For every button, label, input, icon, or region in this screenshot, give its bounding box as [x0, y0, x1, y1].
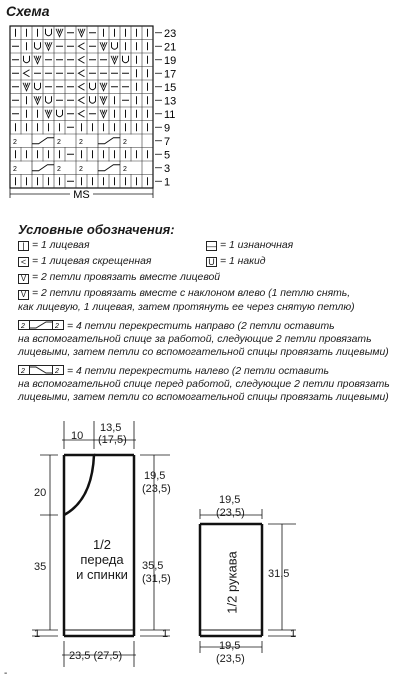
body-piece-label: 1/2 переда и спинки — [76, 537, 128, 582]
legend-yarn-over: U = 1 накид — [206, 256, 266, 268]
legend-knit: | = 1 лицевая — [18, 240, 90, 252]
legend-cable-left-cont2: лицевыми, затем петли со вспомогательной спицы провязать лицевыми) — [18, 392, 389, 403]
row-number: 11 — [164, 108, 176, 121]
svg-text:2: 2 — [55, 323, 59, 330]
cable-cross-mark — [77, 161, 142, 175]
sleeve-length-label: 31,5 — [268, 568, 290, 580]
shoulder-width-alt-label: (17,5) — [98, 434, 127, 446]
sleeve-piece-label: 1/2 рукава — [224, 551, 240, 614]
body-height-label: 35 — [34, 561, 47, 573]
sleeve-bottom-alt-label: (23,5) — [216, 653, 245, 665]
cable-count-label: 2 — [79, 165, 83, 173]
armhole-depth-alt-label: (23,5) — [142, 483, 171, 495]
row-number: 1 — [164, 176, 171, 189]
cable-count-label: 2 — [57, 138, 61, 146]
cable-count-label: 2 — [123, 165, 127, 173]
side-length-alt-label: (31,5) — [142, 573, 171, 585]
row-number: 9 — [164, 122, 171, 135]
legend-k2tog: V = 2 петли провязать вместе лицевой — [18, 272, 220, 284]
page-mark: - — [4, 668, 8, 679]
sleeve-top-label: 19,5 — [219, 494, 241, 506]
legend-cable-left: 2 2 = 4 петли перекрестить налево (2 петли оставить — [18, 365, 329, 378]
cable-count-label: 2 — [13, 165, 17, 173]
legend-ssk: V = 2 петли провязать вместе с наклоном влево (1 петлю снять, — [18, 288, 350, 300]
row-number: 5 — [164, 149, 171, 162]
row-number: 19 — [164, 54, 177, 67]
side-length-label: 35,5 — [142, 560, 164, 572]
sleeve-top-alt-label: (23,5) — [216, 507, 245, 519]
row-number: 3 — [164, 162, 171, 175]
svg-text:2: 2 — [21, 368, 25, 375]
cable-right-icon — [18, 320, 64, 330]
legend-cable-right-cont1: на вспомогательной спице за работой, следующие 2 петли провязать — [18, 334, 372, 345]
cable-count-label: 2 — [79, 138, 83, 146]
svg-text:2: 2 — [55, 368, 59, 375]
legend-cable-left-cont1: на вспомогательной спице перед работой, следующие 2 петли провязать — [18, 379, 390, 390]
purl-symbol-icon: — — [207, 241, 216, 251]
body-width-label: 23,5 (27,5) — [69, 650, 123, 662]
legend-purl: — = 1 изнаночная — [207, 240, 294, 251]
row-number: 13 — [164, 95, 177, 108]
body-hem-right-label: 1 — [162, 628, 169, 640]
legend-cable-right: 2 2 = 4 петли перекрестить направо (2 петли оставить — [18, 320, 335, 333]
knitting-chart — [0, 0, 402, 220]
sleeve-bottom-label: 19,5 — [219, 640, 241, 652]
svg-text:2: 2 — [21, 323, 25, 330]
legend-ssk-cont: как лицевую, 1 лицевая, затем протянуть ее через снятую петлю) — [18, 302, 355, 313]
row-number: 21 — [164, 41, 177, 54]
body-hem-label: 1 — [34, 628, 41, 640]
row-number: 17 — [164, 68, 177, 81]
armhole-depth-label: 19,5 — [144, 470, 166, 482]
row-number: 23 — [164, 27, 177, 40]
legend-title: Условные обозначения: — [18, 222, 175, 237]
scheme-title: Схема — [6, 3, 50, 19]
neck-width-label: 10 — [71, 430, 84, 442]
cable-cross-mark — [11, 134, 76, 148]
repeat-label: MS — [73, 189, 90, 201]
row-number: 15 — [164, 81, 177, 94]
neckline — [64, 455, 94, 515]
cable-left-icon — [18, 365, 64, 375]
neck-depth-label: 20 — [34, 487, 47, 499]
twisted-knit-symbol-icon: < — [18, 257, 29, 267]
cable-count-label: 2 — [57, 165, 61, 173]
cable-count-label: 2 — [123, 138, 127, 146]
cable-count-label: 2 — [13, 138, 17, 146]
body-pattern-diagram — [0, 415, 402, 690]
knit-symbol-icon: | — [18, 241, 29, 251]
row-number: 7 — [164, 135, 171, 148]
k2tog-symbol-icon: V — [18, 274, 29, 284]
sleeve-hem-label: 1 — [290, 628, 297, 640]
legend-cable-right-cont2: лицевыми, затем петли со вспомогательной спицы провязать лицевыми) — [18, 347, 389, 358]
shoulder-width-label: 13,5 — [100, 422, 122, 434]
legend-twisted-knit: < = 1 лицевая скрещенная — [18, 256, 151, 268]
ssk-symbol-icon: V — [18, 290, 29, 300]
cable-cross-mark — [11, 161, 76, 175]
yarn-over-symbol-icon: U — [206, 257, 217, 267]
cable-cross-mark — [77, 134, 142, 148]
